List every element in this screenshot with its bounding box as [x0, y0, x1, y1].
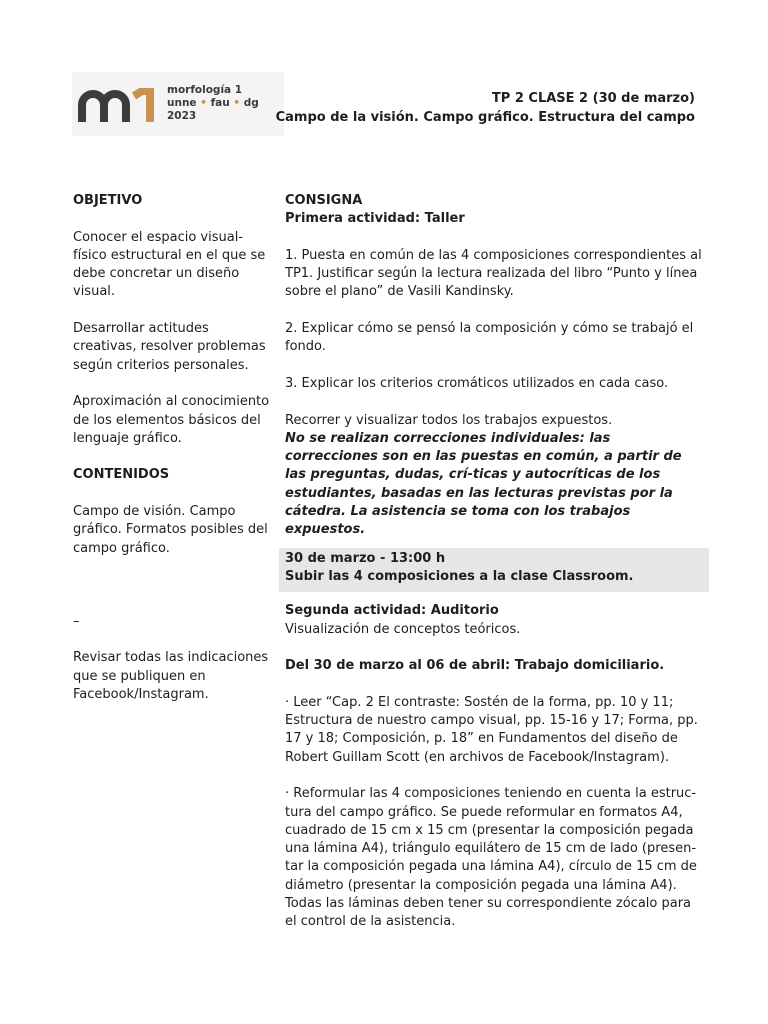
- primera-actividad-heading: Primera actividad: Taller: [285, 211, 465, 227]
- deadline-instruction: Subir las 4 composiciones a la clase Classroom.: [285, 568, 634, 584]
- revisar-paragraph: Revisar todas las indicaciones que se publiquen en Facebook/Instagram.: [73, 650, 269, 703]
- separator-dash: –: [73, 613, 80, 629]
- consigna-item-2: 2. Explicar cómo se pensó la composición y cómo se trabajó el fondo.: [285, 321, 694, 355]
- title-line-2: Campo de la visión. Campo gráfico. Estructura del campo: [275, 110, 695, 125]
- recorrer-paragraph: Recorrer y visualizar todos los trabajos expuestos.: [285, 412, 613, 428]
- correcciones-note: No se realizan correcciones individuales: las correcciones son en las puestas en común, a partir de las preguntas, dudas, crí-ticas y autocríticas de los estudiantes, basadas en las lecturas previstas por la cátedra. La asistencia se toma con los trabajos expuestos.: [285, 430, 682, 538]
- segunda-actividad-text: Visualización de conceptos teóricos.: [285, 621, 521, 637]
- logo-text: [167, 84, 259, 123]
- objetivo-paragraph-1: Conocer el espacio visual-físico estructural en el que se debe concretar un diseño visual.: [73, 229, 266, 300]
- contenidos-paragraph: Campo de visión. Campo gráfico. Formatos posibles del campo gráfico.: [73, 504, 268, 556]
- trabajo-domiciliario-heading: Del 30 de marzo al 06 de abril: Trabajo domiciliario.: [285, 658, 665, 674]
- objetivo-paragraph-3: Aproximación al conocimiento de los elementos básicos del lenguaje gráfico.: [73, 394, 270, 446]
- contenidos-heading: CONTENIDOS: [73, 467, 170, 483]
- reformular-item: · Reformular las 4 composiciones teniendo en cuenta la estruc-tura del campo gráfico. Se puede reformular en formatos A4, cuadrado de 15 cm x 15 cm (presentar la composición pegada una lámina A4), triángulo equilátero de 15 cm de lado (presen-tar la composición pegada una lámina A4), círculo de 15 cm de diámetro (presentar la composición pegada una lámina A4). Todas las láminas deben tener su correspondiente zócalo para el control de la asistencia.: [285, 786, 697, 930]
- logo-line-2: unne • fau • dg: [167, 97, 259, 109]
- course-logo: [72, 72, 284, 136]
- m1-logo-mark: [78, 88, 158, 122]
- consigna-item-1: 1. Puesta en común de las 4 composiciones correspondientes al TP1. Justificar según la lectura realizada del libro “Punto y línea sobre el plano” de Vasili Kandinsky.: [285, 247, 702, 300]
- right-column: [285, 192, 703, 932]
- consigna-item-3: 3. Explicar los criterios cromáticos utilizados en cada caso.: [285, 375, 669, 391]
- title-line-1: TP 2 CLASE 2 (30 de marzo): [491, 91, 695, 106]
- consigna-heading: CONSIGNA: [285, 193, 363, 208]
- deadline-highlight: [279, 548, 709, 593]
- left-column: [73, 192, 273, 704]
- logo-line-3: 2023: [167, 110, 197, 122]
- objetivo-heading: OBJETIVO: [73, 193, 143, 208]
- lectura-item: · Leer “Cap. 2 El contraste: Sostén de la forma, pp. 10 y 11; Estructura de nuestro campo visual, pp. 15-16 y 17; Forma, pp. 17 y 18; Composición, p. 18” en Fundamentos del diseño de Robert Guillam Scott (en archivos de Facebook/Instagram).: [285, 694, 698, 765]
- logo-line-1: morfología 1: [167, 84, 243, 96]
- page-title: [276, 89, 695, 127]
- deadline-date: 30 de marzo - 13:00 h: [285, 550, 446, 566]
- objetivo-paragraph-2: Desarrollar actitudes creativas, resolver problemas según criterios personales.: [73, 321, 266, 373]
- segunda-actividad-heading: Segunda actividad: Auditorio: [285, 603, 499, 619]
